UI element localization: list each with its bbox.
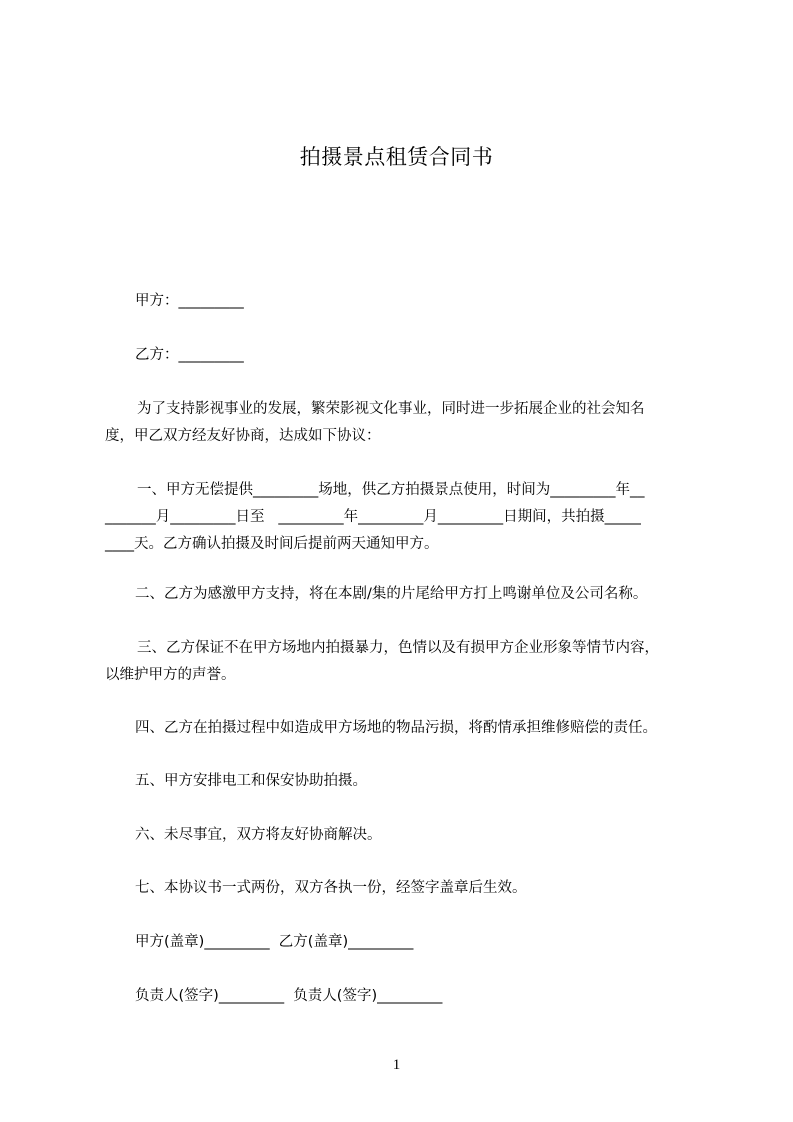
- intro-line-1: 为了支持影视事业的发展，繁荣影视文化事业，同时进一步拓展企业的社会知名: [137, 401, 645, 417]
- party-a-line: 甲方：_________: [135, 293, 244, 309]
- clause-7: 七、本协议书一式两份，双方各执一份，经签字盖章后生效。: [135, 880, 527, 896]
- page-number: 1: [392, 1057, 401, 1073]
- clause-3-line-2: 以维护甲方的声誉。: [105, 667, 236, 683]
- seal-line: 甲方(盖章)_________ 乙方(盖章)_________: [135, 934, 414, 950]
- clause-5: 五、甲方安排电工和保安协助拍摄。: [135, 773, 367, 789]
- party-b-line: 乙方：_________: [135, 347, 244, 363]
- clause-1-line-1: 一、甲方无偿提供_________场地，供乙方拍摄景点使用，时间为_________年__: [137, 482, 645, 498]
- clause-4: 四、乙方在拍摄过程中如造成甲方场地的物品污损，将酌情承担维修赔偿的责任。: [135, 720, 657, 736]
- clause-3-line-1: 三、乙方保证不在甲方场地内拍摄暴力，色情以及有损甲方企业形象等情节内容，: [137, 640, 659, 656]
- clause-6: 六、未尽事宜，双方将友好协商解决。: [135, 827, 382, 843]
- document-title: 拍摄景点租赁合同书: [299, 145, 494, 169]
- clause-1-line-2: _______月_________日至 _________年_________月_________日期间，共拍摄_____: [105, 509, 641, 525]
- clause-1-line-3: ____天。乙方确认拍摄及时间后提前两天通知甲方。: [105, 536, 439, 552]
- signature-line: 负责人(签字)_________ 负责人(签字)_________: [135, 988, 443, 1004]
- clause-2: 二、乙方为感激甲方支持，将在本剧/集的片尾给甲方打上鸣谢单位及公司名称。: [135, 586, 648, 602]
- intro-line-2: 度，甲乙双方经友好协商，达成如下协议：: [105, 428, 381, 444]
